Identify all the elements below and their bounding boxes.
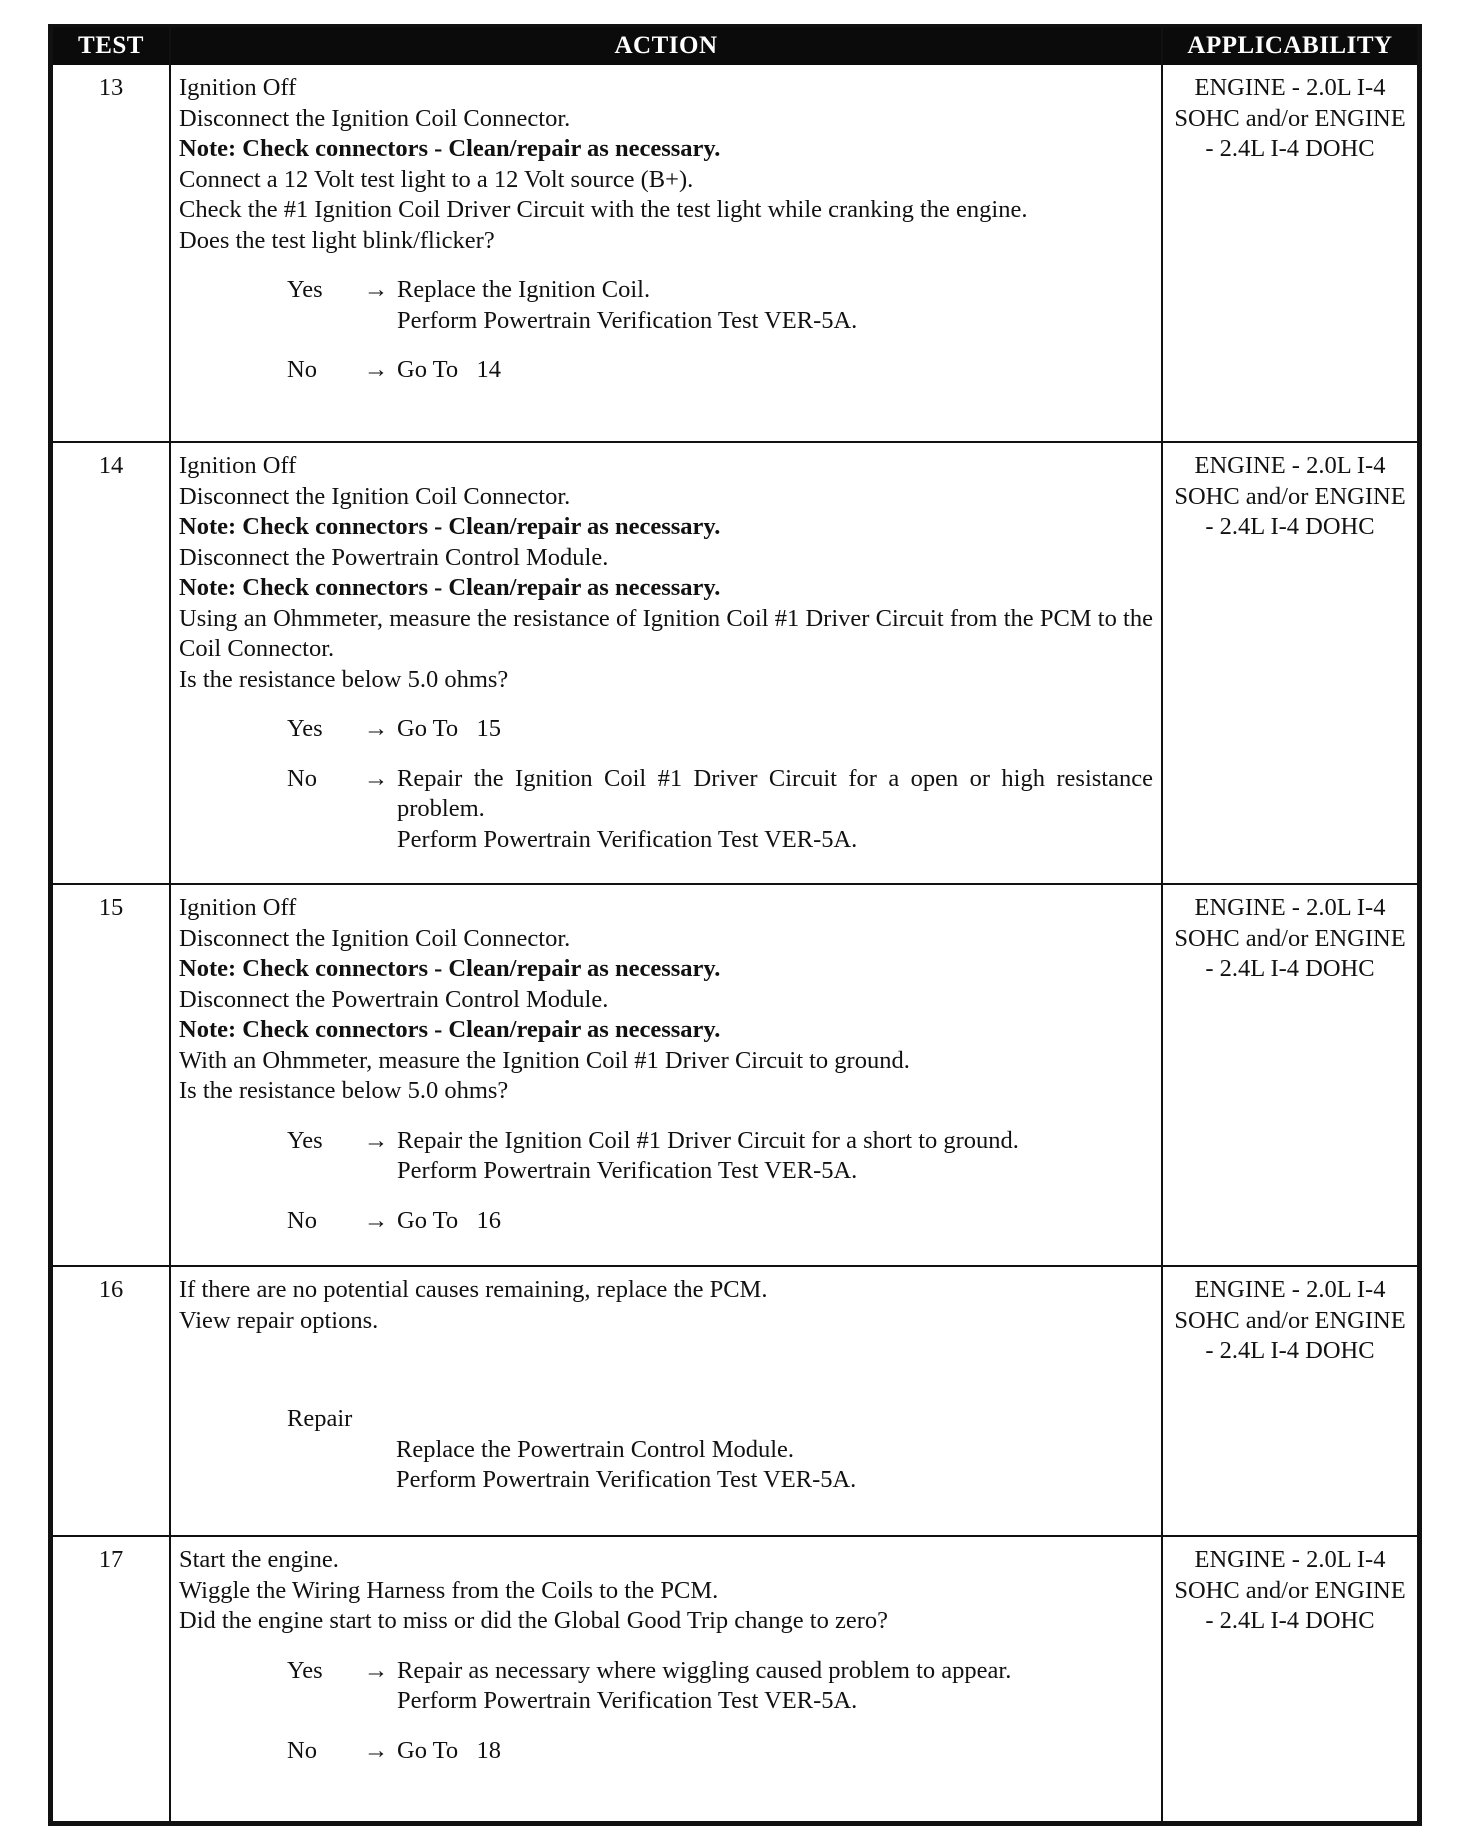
answer-body xyxy=(397,764,1160,856)
answer-no xyxy=(179,355,1153,386)
action-step: Disconnect the Powertrain Control Module. xyxy=(179,985,609,1013)
action-step: Disconnect the Ignition Coil Connector. xyxy=(179,924,571,952)
answer-line: Go To 15 xyxy=(397,715,502,742)
arrow-right-icon: → xyxy=(363,1736,389,1764)
action-step: With an Ohmmeter, measure the Ignition Coil #1 Driver Circuit to ground. xyxy=(179,1046,910,1074)
action-step: Did the engine start to miss or did the Global Good Trip change to zero? xyxy=(179,1607,889,1634)
answer-line: Repair the Ignition Coil #1 Driver Circuit for a open or high resistance problem. xyxy=(397,764,1160,822)
header-test: TEST xyxy=(52,27,170,65)
test-number: 14 xyxy=(52,442,170,884)
action-cell xyxy=(170,1536,1162,1822)
answer-no xyxy=(179,1206,1153,1237)
repair-options xyxy=(179,1404,1153,1496)
table-row xyxy=(52,1266,1418,1536)
action-step: Does the test light blink/flicker? xyxy=(179,226,495,254)
answer-yes xyxy=(179,1656,1153,1717)
action-note: Note: Check connectors - Clean/repair as necessary. xyxy=(179,574,721,601)
arrow-right-icon: → xyxy=(363,276,389,303)
arrow-right-icon: → xyxy=(363,356,389,383)
answer-line: Perform Powertrain Verification Test VER-5A. xyxy=(397,1157,858,1184)
table-row xyxy=(52,884,1418,1266)
table-row xyxy=(52,65,1418,442)
table-body xyxy=(52,65,1418,1822)
action-step: If there are no potential causes remaining, replace the PCM. xyxy=(179,1276,768,1303)
action-step: Disconnect the Powertrain Control Module. xyxy=(179,543,609,571)
action-step: Start the engine. xyxy=(179,1546,339,1573)
answer-label: No xyxy=(287,1206,317,1234)
repair-line: Perform Powertrain Verification Test VER-5A. xyxy=(396,1466,857,1493)
answer-label: Yes xyxy=(287,1126,323,1154)
action-cell xyxy=(170,1266,1162,1536)
test-number: 13 xyxy=(52,65,170,442)
answer-label: No xyxy=(287,1736,317,1764)
action-note: Note: Check connectors - Clean/repair as necessary. xyxy=(179,135,721,162)
answer-no xyxy=(179,1736,1153,1767)
action-step: Disconnect the Ignition Coil Connector. xyxy=(179,104,571,132)
repair-line: Replace the Powertrain Control Module. xyxy=(396,1435,795,1463)
header-applicability: APPLICABILITY xyxy=(1162,27,1418,65)
answer-body xyxy=(397,714,1153,745)
action-step: Ignition Off xyxy=(179,74,297,101)
action-step: Using an Ohmmeter, measure the resistance of Ignition Coil #1 Driver Circuit from the PCM to the Coil Connector. xyxy=(179,604,1153,662)
action-note: Note: Check connectors - Clean/repair as necessary. xyxy=(179,1016,721,1043)
answer-line: Go To 14 xyxy=(397,356,502,383)
answer-line: Perform Powertrain Verification Test VER-5A. xyxy=(397,1687,858,1714)
action-step: View repair options. xyxy=(179,1306,379,1334)
repair-label: Repair xyxy=(287,1405,353,1432)
test-number: 15 xyxy=(52,884,170,1266)
applicability-cell: ENGINE - 2.0L I-4 SOHC and/or ENGINE - 2.4L I-4 DOHC xyxy=(1162,884,1418,1266)
test-number: 16 xyxy=(52,1266,170,1536)
arrow-right-icon: → xyxy=(363,1656,389,1684)
answer-body xyxy=(397,1206,1153,1237)
action-step: Wiggle the Wiring Harness from the Coils to the PCM. xyxy=(179,1576,719,1604)
answer-line: Perform Powertrain Verification Test VER-5A. xyxy=(397,825,858,853)
action-note: Note: Check connectors - Clean/repair as necessary. xyxy=(179,955,721,982)
diagnostic-table-frame xyxy=(48,24,1422,1826)
applicability-cell: ENGINE - 2.0L I-4 SOHC and/or ENGINE - 2.4L I-4 DOHC xyxy=(1162,442,1418,884)
applicability-cell: ENGINE - 2.0L I-4 SOHC and/or ENGINE - 2.4L I-4 DOHC xyxy=(1162,1266,1418,1536)
header-action: ACTION xyxy=(170,27,1162,65)
action-cell xyxy=(170,884,1162,1266)
answer-label: Yes xyxy=(287,276,323,303)
answer-body xyxy=(397,1656,1153,1717)
answer-line: Repair as necessary where wiggling caused problem to appear. xyxy=(397,1656,1012,1684)
action-step: Connect a 12 Volt test light to a 12 Volt source (B+). xyxy=(179,165,694,193)
answer-label: Yes xyxy=(287,715,323,742)
diagnostic-test-table xyxy=(51,27,1419,1823)
action-step: Check the #1 Ignition Coil Driver Circuit with the test light while cranking the engine. xyxy=(179,196,1028,223)
answer-body xyxy=(397,275,1153,336)
answer-no xyxy=(179,764,1160,856)
action-note: Note: Check connectors - Clean/repair as necessary. xyxy=(179,513,721,540)
answer-line: Replace the Ignition Coil. xyxy=(397,276,651,303)
action-cell xyxy=(170,442,1162,884)
table-header-row xyxy=(52,27,1418,65)
answer-line: Go To 16 xyxy=(397,1206,502,1234)
applicability-cell: ENGINE - 2.0L I-4 SOHC and/or ENGINE - 2.4L I-4 DOHC xyxy=(1162,1536,1418,1822)
answer-line: Repair the Ignition Coil #1 Driver Circuit for a short to ground. xyxy=(397,1126,1019,1154)
answer-yes xyxy=(179,275,1153,336)
answer-body xyxy=(397,1126,1153,1187)
answer-label: No xyxy=(287,764,317,792)
arrow-right-icon: → xyxy=(363,1126,389,1154)
table-row xyxy=(52,1536,1418,1822)
answer-yes xyxy=(179,714,1153,745)
table-row xyxy=(52,442,1418,884)
applicability-cell: ENGINE - 2.0L I-4 SOHC and/or ENGINE - 2.4L I-4 DOHC xyxy=(1162,65,1418,442)
answer-line: Go To 18 xyxy=(397,1736,502,1764)
action-cell xyxy=(170,65,1162,442)
action-step: Is the resistance below 5.0 ohms? xyxy=(179,665,509,693)
answer-label: Yes xyxy=(287,1656,323,1684)
action-step: Ignition Off xyxy=(179,894,297,921)
arrow-right-icon: → xyxy=(363,764,389,792)
arrow-right-icon: → xyxy=(363,1206,389,1234)
test-number: 17 xyxy=(52,1536,170,1822)
action-step: Is the resistance below 5.0 ohms? xyxy=(179,1077,509,1104)
action-step: Ignition Off xyxy=(179,452,297,479)
answer-body xyxy=(397,355,1153,386)
answer-yes xyxy=(179,1126,1153,1187)
answer-body xyxy=(397,1736,1153,1767)
answer-line: Perform Powertrain Verification Test VER-5A. xyxy=(397,306,858,334)
action-step: Disconnect the Ignition Coil Connector. xyxy=(179,482,571,510)
arrow-right-icon: → xyxy=(363,715,389,742)
answer-label: No xyxy=(287,356,317,383)
